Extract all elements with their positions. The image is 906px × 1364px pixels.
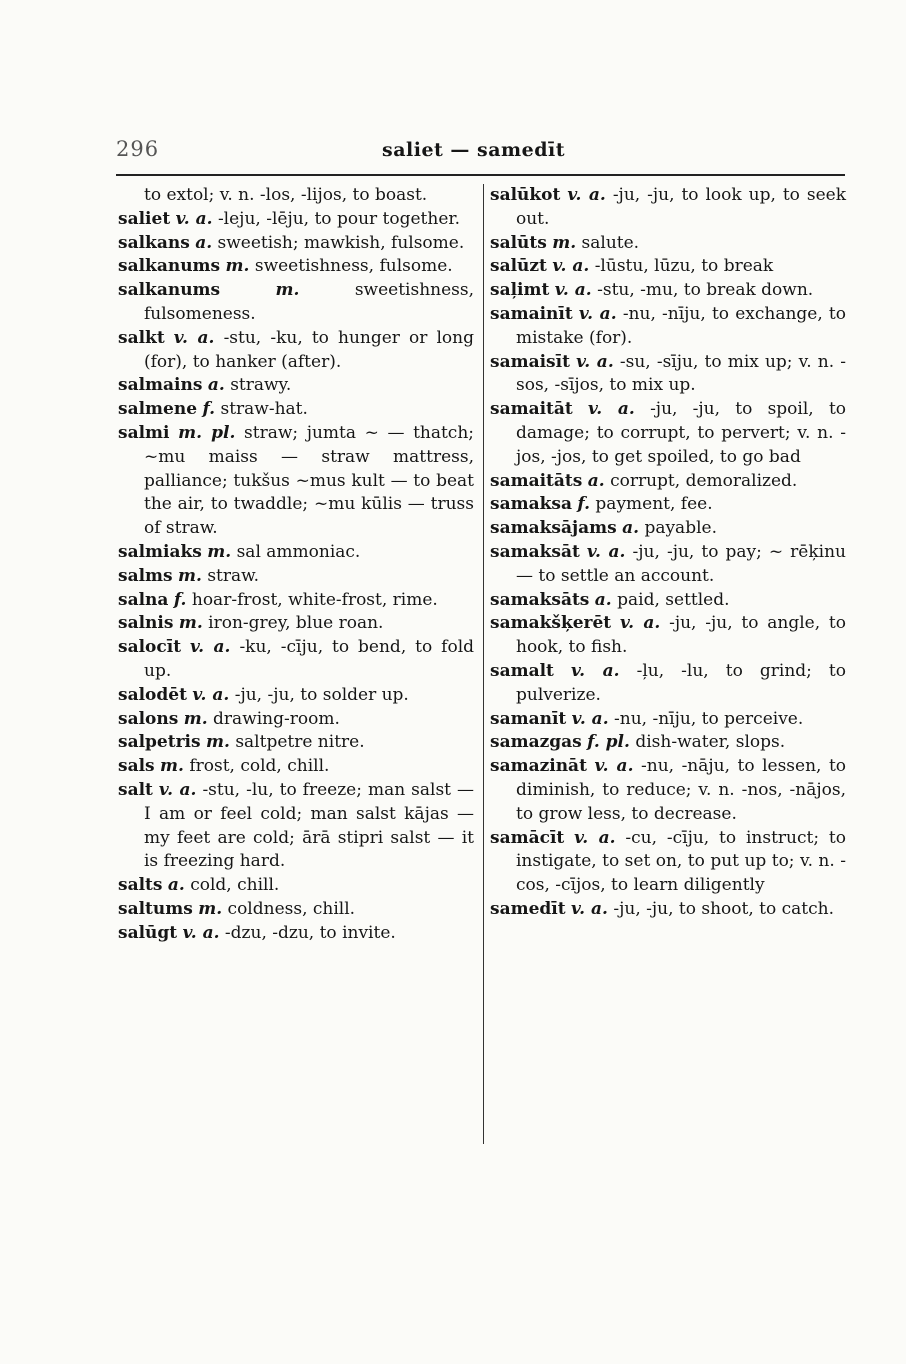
entry-grammar: v. a. [552,256,590,277]
entry-grammar: m. [207,541,232,562]
entry-grammar: v. a. [594,756,634,777]
entry-grammar: v. a. [570,660,620,681]
dictionary-entry [490,731,846,755]
dictionary-entry [118,279,474,327]
dictionary-entry [118,184,474,208]
entry-grammar: m. [552,232,577,253]
entry-grammar: m. [198,898,223,919]
entry-definition: sweetishness, fulsomeness. [144,280,475,324]
entry-headword: samalt [490,660,554,681]
entry-grammar: v. a. [175,208,213,229]
entry-headword: salms [118,565,173,586]
entry-headword: saliet [118,208,171,229]
entry-headword: samedīt [490,898,566,919]
entry-grammar: m. pl. [178,422,236,443]
entry-headword: salkanums [118,280,221,301]
dictionary-entry [118,684,474,708]
entry-headword: samazināt [490,756,587,777]
entry-definition: hoar-frost, white-frost, rime. [191,589,438,610]
entry-headword: salūts [490,232,547,253]
dictionary-entry [490,398,846,469]
entry-headword: salūkot [490,185,561,205]
entry-headword: salons [118,708,179,729]
entry-headword: samainīt [490,303,573,324]
dictionary-entry [118,232,474,256]
entry-grammar: a. [594,589,612,610]
entry-definition: -ju, -ju, to spoil, to damage; to corrupt, to pervert; v. n. -jos, -jos, to get spoiled, to go bad [516,399,847,467]
entry-headword: saļimt [490,280,550,301]
entry-headword: salpetris [118,732,201,753]
entry-headword: samaitāt [490,399,573,420]
entry-definition: payment, fee. [595,494,713,515]
entry-headword: salmains [118,375,203,396]
dictionary-entry [490,351,846,399]
dictionary-entry [490,541,846,589]
entry-headword: salkans [118,232,190,253]
entry-definition: -ļu, -lu, to grind; to pulverize. [516,660,846,705]
entry-headword: samaksājams [490,518,617,539]
entry-grammar: m. [178,565,202,586]
entry-grammar: m. [160,756,184,777]
dictionary-entry [118,565,474,589]
entry-grammar: a. [167,875,185,896]
entry-headword: sals [118,756,155,777]
entry-headword: salt [118,779,153,800]
entry-headword: samaksāts [490,589,590,610]
entry-definition: -leju, -lēju, to pour together. [217,208,461,229]
entry-headword: samakšķerēt [490,613,612,634]
entry-definition: saltpetre nitre. [235,732,365,753]
entry-grammar: v. a. [576,351,614,372]
entry-headword: samanīt [490,708,567,729]
entry-grammar: v. a. [574,827,616,848]
entry-definition: cold, chill. [190,875,280,896]
dictionary-entry [490,232,846,256]
dictionary-entry [490,898,846,922]
entry-grammar: v. a. [571,898,608,919]
entry-definition: sweetish; mawkish, fulsome. [217,232,465,253]
dictionary-entry [118,636,474,684]
entry-definition: -su, -sīju, to mix up; v. n. -sos, -sījos, to mix up. [516,351,846,396]
page-number: 296 [116,137,160,161]
entry-headword: samaitāts [490,470,583,491]
entry-definition: sal ammoniac. [236,541,361,562]
entry-headword: salts [118,875,163,896]
entry-definition: -ju, -ju, to shoot, to catch. [613,898,834,919]
entry-headword: salnis [118,613,174,634]
column-divider [483,184,484,1144]
entry-grammar: m. [206,732,230,753]
dictionary-entry [118,589,474,613]
entry-headword: salkanums [118,256,221,277]
entry-definition: -lūstu, lūzu, to break [594,256,774,277]
entry-grammar: v. a. [567,185,606,205]
dictionary-entry [118,541,474,565]
entry-definition: -ju, -ju, to pay; ~ rēķinu — to settle an account. [516,541,847,586]
dictionary-entry [490,827,846,898]
entry-definition: -nu, -nīju, to perceive. [614,708,804,729]
left-column [118,184,474,946]
entry-grammar: m. [225,256,250,277]
dictionary-entry [490,279,846,303]
entry-definition: drawing-room. [213,708,340,729]
dictionary-entry [118,779,474,874]
entry-grammar: f. [173,589,187,610]
entry-definition: -stu, -mu, to break down. [597,280,814,301]
entry-headword: salūgt [118,922,178,943]
dictionary-entry [490,755,846,826]
entry-definition: sweetishness, fulsome. [254,256,453,277]
entry-headword: salmiaks [118,541,202,562]
dictionary-entry [490,517,846,541]
entry-headword: salmene [118,399,198,420]
dictionary-entry [118,208,474,232]
entry-definition: -ju, -ju, to angle, to hook, to fish. [516,613,846,658]
entry-definition: -ju, -ju, to solder up. [234,684,409,705]
entry-headword: salkt [118,327,165,348]
entry-definition: -nu, -nāju, to lessen, to diminish, to reduce; v. n. -nos, -nājos, to grow less, to decrease. [516,756,847,824]
entry-definition: straw; jumta ~ — thatch; ~mu maiss — straw mattress, palliance; tukšus ~mus kult — to beat the air, to twaddle; ~mu kūlis — truss of straw. [144,422,475,539]
dictionary-entry [490,612,846,660]
entry-grammar: v. a. [554,280,592,301]
entry-grammar: v. a. [586,541,626,562]
dictionary-entry [490,493,846,517]
entry-headword: samaksāt [490,541,580,562]
right-column [490,184,846,922]
entry-definition: straw. [207,565,260,586]
entry-grammar: v. a. [578,303,617,324]
entry-headword: salmi [118,422,170,443]
entry-headword: salodēt [118,684,187,705]
dictionary-entry [118,255,474,279]
entry-headword: samaksa [490,494,572,515]
dictionary-entry [118,922,474,946]
dictionary-entry [118,327,474,375]
entry-grammar: m. [183,708,208,729]
entry-grammar: v. a. [588,399,635,420]
entry-grammar: v. a. [571,708,609,729]
entry-definition: to extol; v. n. -los, -lijos, to boast. [144,185,428,205]
dictionary-entry [118,374,474,398]
entry-headword: saltums [118,898,193,919]
dictionary-entry [118,422,474,541]
entry-definition: -stu, -lu, to freeze; man salst — I am or feel cold; man salst kājas — my feet are cold; ārā stipri salst — it is freezing hard. [144,779,474,872]
entry-headword: salna [118,589,169,610]
header-rule [116,174,845,176]
dictionary-entry [118,398,474,422]
dictionary-entry [118,898,474,922]
running-head: saliet — samedīt [382,139,566,161]
entry-definition: -stu, -ku, to hunger or long (for), to hanker (after). [144,327,474,372]
entry-grammar: a. [622,518,640,539]
entry-headword: samazgas [490,732,582,753]
entry-grammar: v. a. [173,327,215,348]
entry-grammar: v. a. [182,922,220,943]
entry-definition: salute. [581,232,640,253]
entry-definition: -ku, -cīju, to bend, to fold up. [144,637,475,681]
entry-definition: payable. [644,518,717,539]
entry-definition: -cu, -cīju, to instruct; to instigate, to set on, to put up to; v. n. -cos, -cījos, to learn diligently [516,827,846,896]
entry-grammar: a. [195,232,213,253]
entry-definition: coldness, chill. [227,898,356,919]
dictionary-entry [118,612,474,636]
dictionary-entry [118,731,474,755]
dictionary-entry [490,184,846,232]
entry-headword: salūzt [490,256,547,277]
entry-definition: iron-grey, blue roan. [208,613,384,634]
entry-definition: paid, settled. [617,589,730,610]
dictionary-entry [490,660,846,708]
entry-grammar: v. a. [192,684,230,705]
entry-grammar: f. pl. [587,732,630,753]
entry-grammar: a. [207,375,225,396]
dictionary-entry [118,874,474,898]
entry-grammar: m. [178,613,203,634]
entry-headword: samācīt [490,827,565,848]
dictionary-entry [118,708,474,732]
entry-headword: salocīt [118,637,182,658]
dictionary-entry [490,708,846,732]
dictionary-entry [490,255,846,279]
entry-definition: strawy. [230,375,292,396]
dictionary-entry [490,589,846,613]
dictionary-entry [490,303,846,351]
entry-grammar: f. [202,399,216,420]
dictionary-entry [490,470,846,494]
entry-grammar: v. a. [190,637,231,658]
entry-definition: straw-hat. [220,399,308,420]
entry-grammar: m. [275,280,300,301]
entry-grammar: v. a. [158,779,197,800]
entry-definition: -ju, -ju, to look up, to seek out. [516,185,847,229]
entry-grammar: f. [577,494,591,515]
entry-definition: frost, cold, chill. [189,756,330,777]
entry-definition: -nu, -nīju, to exchange, to mistake (for). [516,303,846,348]
entry-grammar: v. a. [619,613,661,634]
entry-definition: -dzu, -dzu, to invite. [224,922,396,943]
entry-definition: dish-water, slops. [635,732,786,753]
entry-headword: samaisīt [490,351,570,372]
entry-definition: corrupt, demoralized. [610,470,798,491]
dictionary-entry [118,755,474,779]
entry-grammar: a. [587,470,605,491]
